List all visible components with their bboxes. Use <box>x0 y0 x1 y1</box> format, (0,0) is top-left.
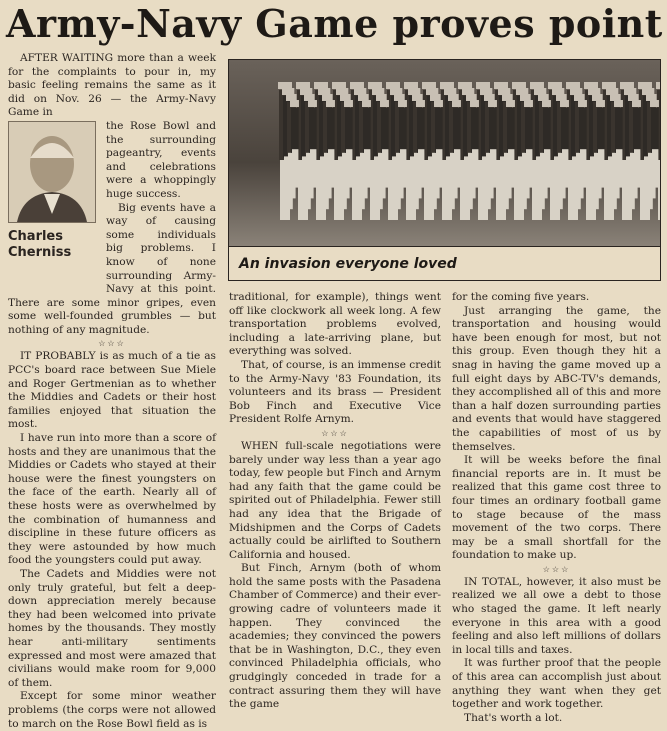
paragraph: But Finch, Arnym (both of whom hold the same posts with the Pasadena Chamber of Commerce) and their ever-growing cadre of volunteers made it happen. They convinced the academies; they convinced the powers that be in Washington, D.C., they even convinced Philadelphia officials, who grudgingly conceded in trade for a contract assuring them they will have the game <box>229 562 441 711</box>
article-column-1 <box>8 52 216 731</box>
article-column-3 <box>452 291 661 725</box>
paragraph: for the coming five years. <box>452 291 590 303</box>
lead-paragraph-start: AFTER WAITING more than a week for the complaints to pour in, my basic feeling remains the same as it did on Nov. 26 — the Army-Navy Game in <box>8 52 216 119</box>
columnist-photo <box>8 121 96 223</box>
article-column-2 <box>229 291 441 712</box>
columnist-mug <box>8 121 100 287</box>
paragraph: IT PROBABLY is as much of a tie as PCC's board race between Sue Miele and Roger Gertmenian as to whether the Middies and Cadets or their host families enjoyed that situation the most. <box>8 350 216 431</box>
lead-paragraph-rest: the Rose Bowl and the surrounding pageantry, events and celebrations were a whoppingly huge success. <box>106 119 216 200</box>
paragraph: It was further proof that the people of this area can accomplish just about anything they want when they get together and work together. <box>452 657 661 711</box>
paragraph: Except for some minor weather problems (the corps were not allowed to march on the Rose Bowl field as is <box>8 690 216 730</box>
paragraph: I have run into more than a score of hosts and they are unanimous that the Middies or Cadets who stayed at their house were the finest youngsters on the face of the earth. Nearly all of these hosts were as overwhelmed by the combination of humanness and discipline in these future officers as they were astounded by how much food the youngsters could put away. <box>8 432 216 567</box>
byline-first: Charles <box>8 228 63 244</box>
paragraph: IN TOTAL, however, it also must be realized we all owe a debt to those who staged the game. It left nearly everyone in this area with a good feeling and also left millions of dollars in local tills and taxes. <box>452 575 661 656</box>
paragraph: WHEN full-scale negotiations were barely under way less than a year ago today, few people but Finch and Arnym had any faith that the game could be spirited out of Philadelphia. Fewer still had any idea that the Brigade of Midshipmen and the Corps of Cadets actually could be airlifted to Southern California and housed. <box>229 439 441 561</box>
paragraph: Just arranging the game, the transportation and housing would have been enough for most, but not this group. Even though they hit a snag in having the game moved up a full eight days by ABC-TV's demands, they accomplished all of this and more than a half dozen surrounding parties and events that would have staggered the capabilities of most of us by themselves. <box>452 304 661 453</box>
section-break: ☆☆☆ <box>321 428 349 438</box>
paragraph: Big events have a way of causing some individuals big problems. I know of none surrounding Army-Navy at this point. There are some minor gripes, even some well-founded grumbles — but nothing of any magnitude. <box>8 201 216 336</box>
byline-last: Cherniss <box>8 244 72 260</box>
byline <box>8 229 100 261</box>
section-break: ☆☆☆ <box>98 339 126 349</box>
cadets-marching-image <box>229 60 660 246</box>
paragraph: The Cadets and Middies were not only truly grateful, but felt a deep-down appreciation merely because they had been welcomed into private homes by the thousands. They mostly hear anti-military sentiments expressed and most were amazed that civilians would make room for 9,000 of them. <box>8 567 216 689</box>
paragraph: That, of course, is an immense credit to the Army-Navy '83 Foundation, its volunteers and its brass — President Bob Finch and Executive Vice President Rolfe Arnym. <box>229 358 441 426</box>
paragraph: It will be weeks before the final financial reports are in. It must be realized that this game cost three to four times an ordinary football game to stage because of the mass movement of the two corps. There may be a small shortfall for the foundation to make up. <box>452 454 661 562</box>
paragraph: That's worth a lot. <box>464 711 563 724</box>
section-break: ☆☆☆ <box>542 564 571 574</box>
photo-caption: An invasion everyone loved <box>229 246 660 280</box>
headline: Army-Navy Game proves point <box>6 1 663 46</box>
cadets-photo <box>228 59 661 281</box>
paragraph: traditional, for example), things went off like clockwork all week long. A few transportation problems evolved, including a late-arriving plane, but everything was solved. <box>229 291 441 358</box>
